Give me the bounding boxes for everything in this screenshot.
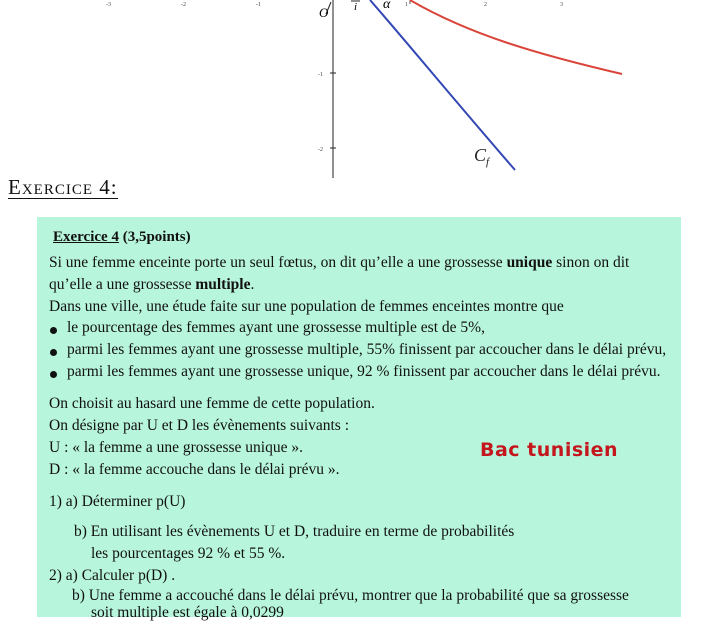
question-2b-cut: soit multiple est égale à 0,0299 (91, 604, 284, 621)
curve-label (474, 145, 491, 168)
intro-bold-multiple: multiple (195, 276, 251, 293)
y-tick-label: -1 (318, 72, 323, 78)
exercise-heading-text: Exercice 4: (8, 175, 118, 199)
bullet-icon (50, 371, 57, 378)
vector-i-label: i (354, 1, 358, 13)
intro-text: Si une femme enceinte porte un seul fœtus, on dit qu’elle a une grossesse (49, 254, 507, 271)
intro-bold-unique: unique (506, 254, 553, 271)
designate-line: On désigne par U et D les évènements suivants : (49, 417, 350, 434)
intro-text: qu’elle a une grossesse (49, 276, 196, 293)
intro-line-3: Dans une ville, une étude faite sur une population de femmes enceintes montre que (49, 298, 564, 315)
question-1a: 1) a) Déterminer p(U) (49, 493, 186, 510)
question-2a: 2) a) Calculer p(D) . (49, 567, 176, 584)
x-tick-label: 1 (405, 2, 408, 8)
intro-line-2 (49, 276, 254, 294)
exercise-title (53, 229, 191, 246)
x-tick-label: -2 (181, 2, 186, 8)
question-1b-line-1: b) En utilisant les évènements U et D, traduire en terme de probabilités (74, 523, 515, 540)
exercise-title-main: Exercice 4 (53, 229, 119, 245)
bullet-item: parmi les femmes ayant une grossesse unique, 92 % finissent par accoucher dans le délai prévu. (67, 363, 661, 380)
function-graph (0, 0, 720, 178)
intro-line-1 (49, 254, 629, 272)
watermark-bac-tunisien: Bac tunisien (480, 439, 619, 461)
curve-label-sub: f (486, 156, 490, 168)
x-tick-label: -1 (256, 2, 261, 8)
bullet-item: le pourcentage des femmes ayant une grossesse multiple est de 5%, (67, 319, 485, 336)
question-1b-line-2: les pourcentages 92 % et 55 %. (91, 545, 286, 562)
curve-label-main: C (474, 145, 487, 165)
x-tick-label: 3 (560, 2, 563, 8)
curve-cf (370, 0, 515, 170)
intro-text: sinon on dit (552, 254, 630, 271)
curve-red (410, 0, 622, 74)
x-tick-label: 2 (484, 2, 487, 8)
exercise-title-points: (3,5points) (118, 229, 191, 245)
alpha-label: α (383, 0, 391, 12)
event-d: D : « la femme accouche dans le délai prévu ». (49, 461, 340, 478)
heading-underline (8, 198, 118, 199)
bullet-item: parmi les femmes ayant une grossesse multiple, 55% finissent par accoucher dans le délai prévu, (67, 341, 667, 358)
bullet-icon (50, 349, 57, 356)
exercise-heading (8, 175, 118, 200)
origin-label: O (319, 5, 329, 20)
bullet-icon (50, 327, 57, 334)
choose-line: On choisit au hasard une femme de cette population. (49, 395, 375, 412)
event-u: U : « la femme a une grossesse unique ». (49, 439, 303, 456)
question-2b: b) Une femme a accouché dans le délai prévu, montrer que la probabilité que sa grossesse (72, 587, 629, 604)
y-tick-label: -2 (318, 147, 323, 153)
x-tick-label: -3 (106, 2, 111, 8)
intro-text: . (250, 276, 255, 293)
